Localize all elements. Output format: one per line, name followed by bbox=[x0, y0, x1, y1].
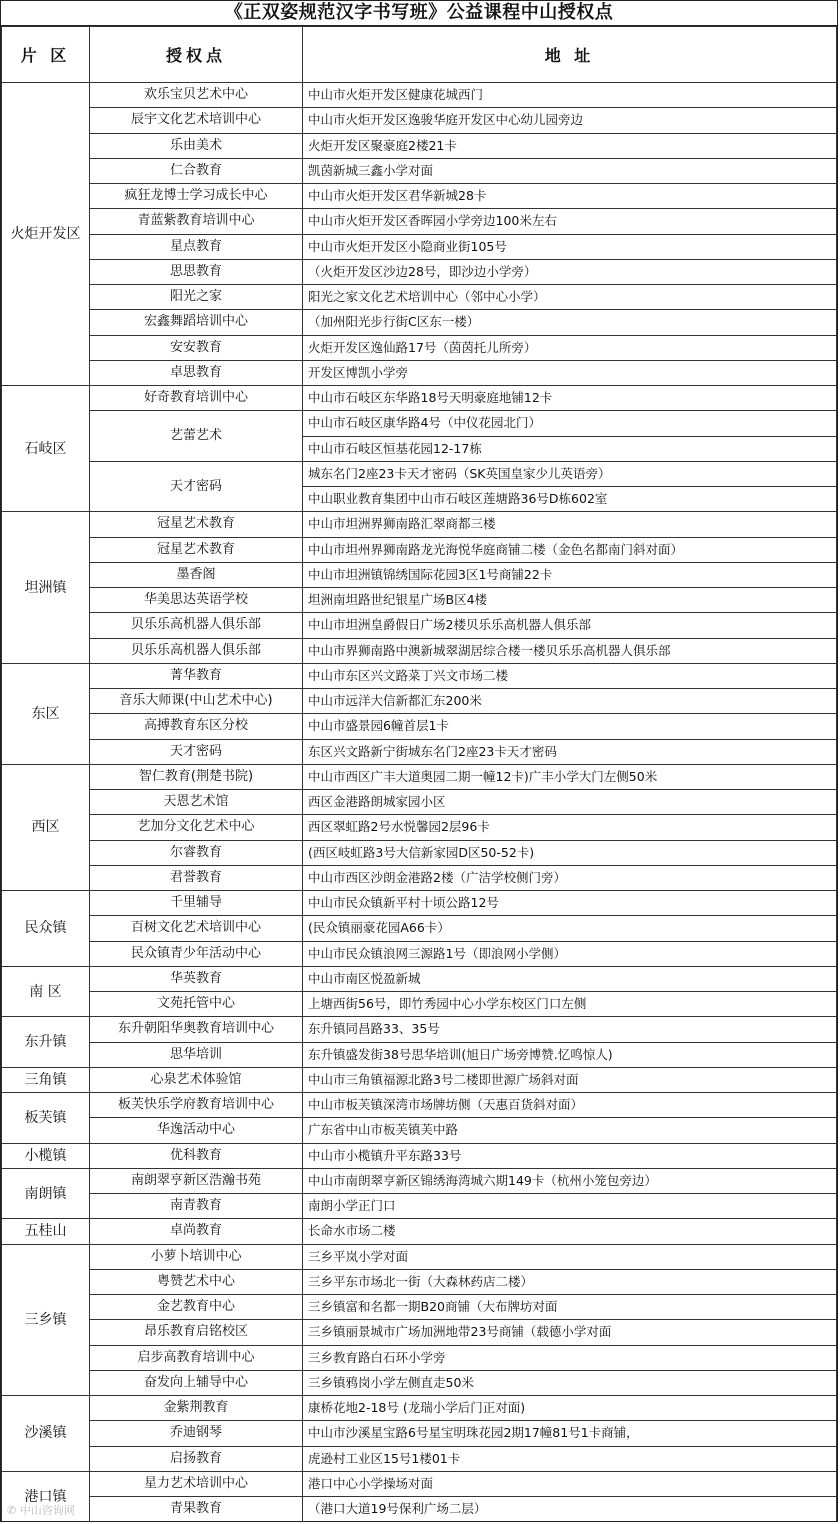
table-body bbox=[2, 83, 837, 1522]
point-cell: 粤赞艺术中心 bbox=[90, 1269, 303, 1294]
address-cell: 中山市西区广丰大道奥园二期一幢12卡)广丰小学大门左侧50米 bbox=[303, 764, 837, 789]
point-cell: 优科教育 bbox=[90, 1143, 303, 1168]
point-cell: 思思教育 bbox=[90, 259, 303, 284]
table-row bbox=[2, 411, 837, 436]
address-cell: (民众镇丽豪花园A66卡） bbox=[303, 916, 837, 941]
address-cell: （加州阳光步行街C区东一楼） bbox=[303, 310, 837, 335]
address-cell: 中山市沙溪星宝路6号星宝明珠花园2期17幢81号1卡商铺， bbox=[303, 1421, 837, 1446]
point-cell: 艺加分文化艺术中心 bbox=[90, 815, 303, 840]
address-cell: 火炬开发区逸仙路17号（茵茵托儿所旁） bbox=[303, 335, 837, 360]
table-row bbox=[2, 512, 837, 537]
address-cell: 中山市火炬开发区君华新城28卡 bbox=[303, 184, 837, 209]
district-cell: 五桂山 bbox=[2, 1219, 90, 1244]
table-row bbox=[2, 1143, 837, 1168]
point-cell: 华英教育 bbox=[90, 966, 303, 991]
address-cell: 三乡镇富和名都一期B20商铺（大布牌坊对面 bbox=[303, 1295, 837, 1320]
table-row bbox=[2, 1345, 837, 1370]
table-row bbox=[2, 1168, 837, 1193]
address-cell: 开发区博凯小学旁 bbox=[303, 360, 837, 385]
district-cell: 坦洲镇 bbox=[2, 512, 90, 664]
address-cell: 中山市火炬开发区健康花城西门 bbox=[303, 83, 837, 108]
table-row bbox=[2, 916, 837, 941]
address-cell: 港口中心小学操场对面 bbox=[303, 1471, 837, 1496]
table-row bbox=[2, 815, 837, 840]
table-row bbox=[2, 1244, 837, 1269]
point-cell: 奋发向上辅导中心 bbox=[90, 1370, 303, 1395]
point-cell: 南青教育 bbox=[90, 1194, 303, 1219]
address-cell: 三乡教育路白石环小学旁 bbox=[303, 1345, 837, 1370]
point-cell: 千里辅导 bbox=[90, 891, 303, 916]
table-row bbox=[2, 1396, 837, 1421]
point-cell: 好奇教育培训中心 bbox=[90, 386, 303, 411]
point-cell: 启扬教育 bbox=[90, 1446, 303, 1471]
point-cell: 文苑托管中心 bbox=[90, 992, 303, 1017]
address-cell: 中山市西区沙朗金港路2楼（广洁学校侧门旁） bbox=[303, 865, 837, 890]
table-row bbox=[2, 234, 837, 259]
address-cell: 中山市石岐区东华路18号天明豪庭地铺12卡 bbox=[303, 386, 837, 411]
table-header-row bbox=[2, 27, 837, 83]
point-cell: 贝乐乐高机器人俱乐部 bbox=[90, 638, 303, 663]
address-cell: 中山市界狮南路中澳新城翠湖居综合楼一楼贝乐乐高机器人俱乐部 bbox=[303, 638, 837, 663]
point-cell: 宏鑫舞蹈培训中心 bbox=[90, 310, 303, 335]
point-cell: 华逸活动中心 bbox=[90, 1118, 303, 1143]
point-cell: 东升朝阳华奥教育培训中心 bbox=[90, 1017, 303, 1042]
table-row bbox=[2, 1295, 837, 1320]
address-cell: 虎逊村工业区15号1楼01卡 bbox=[303, 1446, 837, 1471]
address-cell: 中山市远洋大信新都汇东200米 bbox=[303, 689, 837, 714]
address-cell: 广东省中山市板芙镇芙中路 bbox=[303, 1118, 837, 1143]
watermark: ✆ 中山咨询网 bbox=[7, 1504, 75, 1517]
table-row bbox=[2, 310, 837, 335]
point-cell: 乐由美术 bbox=[90, 133, 303, 158]
address-cell: 凯茵新城三鑫小学对面 bbox=[303, 158, 837, 183]
district-cell: 小榄镇 bbox=[2, 1143, 90, 1168]
table-row bbox=[2, 133, 837, 158]
table-row bbox=[2, 335, 837, 360]
table-row bbox=[2, 1497, 837, 1522]
address-cell: 南朗小学正门口 bbox=[303, 1194, 837, 1219]
point-cell: 南朗翠亨新区浩瀚书苑 bbox=[90, 1168, 303, 1193]
point-cell: 青蓝紫教育培训中心 bbox=[90, 209, 303, 234]
point-cell: 天才密码 bbox=[90, 739, 303, 764]
table-row bbox=[2, 1446, 837, 1471]
point-cell: 菁华教育 bbox=[90, 663, 303, 688]
address-cell: 中山市民众镇浪网三源路1号（即浪网小学侧） bbox=[303, 941, 837, 966]
point-cell: 音乐大师课(中山艺术中心) bbox=[90, 689, 303, 714]
district-cell: 南 区 bbox=[2, 966, 90, 1017]
point-cell: 卓尚教育 bbox=[90, 1219, 303, 1244]
address-cell: 中山市石岐区康华路4号（中仪花园北门） bbox=[303, 411, 837, 436]
point-cell: 金紫荆教育 bbox=[90, 1396, 303, 1421]
table-row bbox=[2, 941, 837, 966]
table-row bbox=[2, 1093, 837, 1118]
table-row bbox=[2, 840, 837, 865]
address-cell: 坦洲南坦路世纪银星广场B区4楼 bbox=[303, 588, 837, 613]
point-cell: 民众镇青少年活动中心 bbox=[90, 941, 303, 966]
address-cell: 三乡镇鸦岗小学左侧直走50米 bbox=[303, 1370, 837, 1395]
header-district: 片 区 bbox=[2, 27, 90, 83]
point-cell: 百树文化艺术培训中心 bbox=[90, 916, 303, 941]
district-cell: 东升镇 bbox=[2, 1017, 90, 1068]
address-cell: 中山市石岐区恒基花园12-17栋 bbox=[303, 436, 837, 461]
table-row bbox=[2, 865, 837, 890]
address-cell: 中山市坦洲皇爵假日广场2楼贝乐乐高机器人俱乐部 bbox=[303, 613, 837, 638]
point-cell: 星点教育 bbox=[90, 234, 303, 259]
point-cell: 疯狂龙博士学习成长中心 bbox=[90, 184, 303, 209]
address-cell: 阳光之家文化艺术培训中心（邻中心小学） bbox=[303, 285, 837, 310]
address-cell: (西区岐虹路3号大信新家园D区50-52卡) bbox=[303, 840, 837, 865]
address-cell: 中山市火炬开发区香晖园小学旁边100米左右 bbox=[303, 209, 837, 234]
table-row bbox=[2, 1042, 837, 1067]
point-cell: 卓思教育 bbox=[90, 360, 303, 385]
district-cell: 港口镇 bbox=[2, 1471, 90, 1522]
address-cell: 中山市东区兴文路菜丁兴文市场二楼 bbox=[303, 663, 837, 688]
point-cell: 贝乐乐高机器人俱乐部 bbox=[90, 613, 303, 638]
point-cell: 星力艺术培训中心 bbox=[90, 1471, 303, 1496]
table-row bbox=[2, 739, 837, 764]
point-cell: 阳光之家 bbox=[90, 285, 303, 310]
table-row bbox=[2, 1219, 837, 1244]
address-cell: 中山市三角镇福源北路3号二楼即世源广场斜对面 bbox=[303, 1067, 837, 1092]
point-cell: 安安教育 bbox=[90, 335, 303, 360]
district-cell: 南朗镇 bbox=[2, 1168, 90, 1219]
table-row bbox=[2, 714, 837, 739]
point-cell: 墨香阁 bbox=[90, 562, 303, 587]
address-cell: 长命水市场二楼 bbox=[303, 1219, 837, 1244]
address-cell: 中山职业教育集团中山市石岐区莲塘路36号D栋602室 bbox=[303, 487, 837, 512]
address-cell: 中山市火炬开发区逸骏华庭开发区中心幼儿园旁边 bbox=[303, 108, 837, 133]
header-address: 地 址 bbox=[303, 27, 837, 83]
table-row bbox=[2, 1269, 837, 1294]
table-row bbox=[2, 891, 837, 916]
table-row bbox=[2, 992, 837, 1017]
table-row bbox=[2, 1421, 837, 1446]
point-cell: 欢乐宝贝艺术中心 bbox=[90, 83, 303, 108]
point-cell: 艺蕾艺术 bbox=[90, 411, 303, 462]
point-cell: 天恩艺术馆 bbox=[90, 790, 303, 815]
point-cell: 乔迪钢琴 bbox=[90, 1421, 303, 1446]
table-row bbox=[2, 184, 837, 209]
table-row bbox=[2, 613, 837, 638]
table-row bbox=[2, 108, 837, 133]
table-row bbox=[2, 790, 837, 815]
table-row bbox=[2, 537, 837, 562]
district-cell: 西区 bbox=[2, 764, 90, 890]
address-cell: 三乡镇丽景城市广场加洲地带23号商铺（载德小学对面 bbox=[303, 1320, 837, 1345]
table-row bbox=[2, 663, 837, 688]
address-cell: 中山市小榄镇升平东路33号 bbox=[303, 1143, 837, 1168]
table-row bbox=[2, 1017, 837, 1042]
table-row bbox=[2, 1471, 837, 1496]
point-cell: 高搏教育东区分校 bbox=[90, 714, 303, 739]
address-cell: （港口大道19号保利广场二层） bbox=[303, 1497, 837, 1522]
page-title: 《正双姿规范汉字书写班》公益课程中山授权点 bbox=[1, 1, 837, 26]
table-row bbox=[2, 689, 837, 714]
table-row bbox=[2, 158, 837, 183]
point-cell: 板芙快乐学府教育培训中心 bbox=[90, 1093, 303, 1118]
address-cell: 中山市坦洲镇锦绣国际花园3区1号商铺22卡 bbox=[303, 562, 837, 587]
point-cell: 心泉艺术体验馆 bbox=[90, 1067, 303, 1092]
point-cell: 天才密码 bbox=[90, 461, 303, 512]
point-cell: 昂乐教育启铭校区 bbox=[90, 1320, 303, 1345]
district-cell: 沙溪镇 bbox=[2, 1396, 90, 1472]
table-row bbox=[2, 638, 837, 663]
point-cell: 冠星艺术教育 bbox=[90, 537, 303, 562]
point-cell: 智仁教育(荆楚书院) bbox=[90, 764, 303, 789]
table-row bbox=[2, 1370, 837, 1395]
table-row bbox=[2, 1067, 837, 1092]
district-cell: 火炬开发区 bbox=[2, 83, 90, 386]
address-cell: 火炬开发区聚豪庭2楼21卡 bbox=[303, 133, 837, 158]
address-cell: 中山市南朗翠亨新区锦绣海湾城六期149卡（杭州小笼包旁边） bbox=[303, 1168, 837, 1193]
point-cell: 金艺教育中心 bbox=[90, 1295, 303, 1320]
address-cell: 康桥花地2-18号 (龙瑞小学后门正对面) bbox=[303, 1396, 837, 1421]
point-cell: 君誉教育 bbox=[90, 865, 303, 890]
address-cell: 三乡平东市场北一街（大森林药店二楼） bbox=[303, 1269, 837, 1294]
address-cell: 城东名门2座23卡天才密码（SK英国皇家少儿英语旁） bbox=[303, 461, 837, 486]
address-cell: 上塘西街56号，即竹秀园中心小学东校区门口左侧 bbox=[303, 992, 837, 1017]
address-cell: 中山市民众镇新平村十顷公路12号 bbox=[303, 891, 837, 916]
table-row bbox=[2, 1194, 837, 1219]
address-cell: 中山市南区悦盈新城 bbox=[303, 966, 837, 991]
table-row bbox=[2, 764, 837, 789]
table-row bbox=[2, 461, 837, 486]
address-cell: 东升镇同昌路33、35号 bbox=[303, 1017, 837, 1042]
district-cell: 板芙镇 bbox=[2, 1093, 90, 1144]
address-cell: 三乡平岚小学对面 bbox=[303, 1244, 837, 1269]
point-cell: 尔睿教育 bbox=[90, 840, 303, 865]
address-cell: 西区翠虹路2号水悦馨园2层96卡 bbox=[303, 815, 837, 840]
table-row bbox=[2, 1118, 837, 1143]
district-cell: 三角镇 bbox=[2, 1067, 90, 1092]
table-row bbox=[2, 259, 837, 284]
table-row bbox=[2, 209, 837, 234]
point-cell: 青果教育 bbox=[90, 1497, 303, 1522]
address-cell: 中山市盛景园6幢首层1卡 bbox=[303, 714, 837, 739]
district-cell: 石岐区 bbox=[2, 386, 90, 512]
table-row bbox=[2, 1320, 837, 1345]
table-row bbox=[2, 285, 837, 310]
address-cell: 中山市板芙镇深湾市场牌坊侧（天惠百货斜对面） bbox=[303, 1093, 837, 1118]
address-cell: 中山市火炬开发区小隐商业街105号 bbox=[303, 234, 837, 259]
header-point: 授权点 bbox=[90, 27, 303, 83]
address-cell: 东区兴文路新宁街城东名门2座23卡天才密码 bbox=[303, 739, 837, 764]
address-cell: （火炬开发区沙边28号，即沙边小学旁） bbox=[303, 259, 837, 284]
point-cell: 仁合教育 bbox=[90, 158, 303, 183]
table-row bbox=[2, 562, 837, 587]
district-cell: 民众镇 bbox=[2, 891, 90, 967]
address-cell: 东升镇盛发街38号思华培训(旭日广场旁博赞.忆鸣惊人) bbox=[303, 1042, 837, 1067]
table-row bbox=[2, 588, 837, 613]
address-cell: 西区金港路朗城家园小区 bbox=[303, 790, 837, 815]
address-cell: 中山市坦州界狮南路龙光海悦华庭商铺二楼（金色名都南门斜对面） bbox=[303, 537, 837, 562]
point-cell: 小萝卜培训中心 bbox=[90, 1244, 303, 1269]
table-row bbox=[2, 83, 837, 108]
point-cell: 华美思达英语学校 bbox=[90, 588, 303, 613]
table-row bbox=[2, 966, 837, 991]
authorized-points-table bbox=[1, 26, 837, 1522]
table-row bbox=[2, 386, 837, 411]
district-cell: 三乡镇 bbox=[2, 1244, 90, 1396]
district-cell: 东区 bbox=[2, 663, 90, 764]
point-cell: 思华培训 bbox=[90, 1042, 303, 1067]
table-row bbox=[2, 360, 837, 385]
point-cell: 辰宇文化艺术培训中心 bbox=[90, 108, 303, 133]
point-cell: 冠星艺术教育 bbox=[90, 512, 303, 537]
address-cell: 中山市坦洲界狮南路汇翠商都三楼 bbox=[303, 512, 837, 537]
point-cell: 启步高教育培训中心 bbox=[90, 1345, 303, 1370]
